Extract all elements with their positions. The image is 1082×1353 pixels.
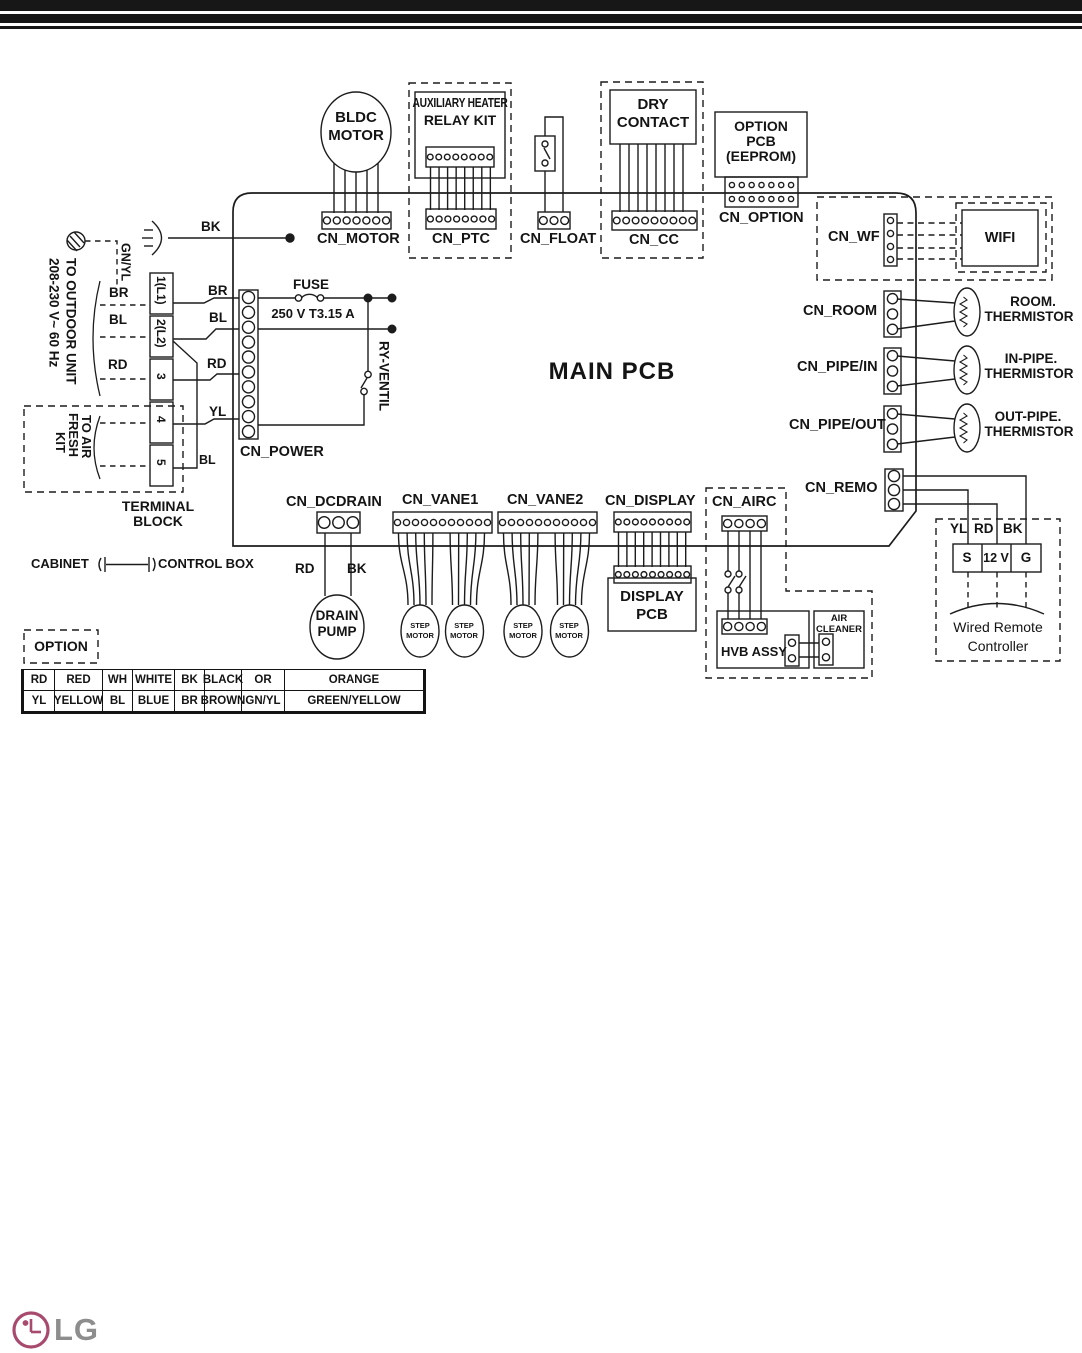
- display-pcb-connector: [614, 566, 691, 583]
- bk-wire: [168, 234, 294, 242]
- cn-pipe-in-label: CN_PIPE/IN: [797, 359, 878, 375]
- chassis-ground-icon: [142, 221, 162, 255]
- terminal-cell-4: 4: [154, 416, 168, 423]
- drain-pump-label-1: DRAIN: [315, 608, 359, 623]
- legend-cell: OR: [241, 670, 284, 690]
- power-wire-rd: RD: [207, 356, 227, 371]
- power-wire-br: BR: [208, 283, 228, 298]
- option-pcb-label-2: PCB: [746, 133, 776, 149]
- air-cleaner-label-1: AIR: [830, 613, 848, 624]
- outdoor-unit-label: TO OUTDOOR UNIT: [63, 258, 79, 385]
- option-connector-frame: [725, 177, 798, 207]
- cn-cc-connector: [612, 211, 697, 230]
- legend-cell: BLUE: [132, 690, 174, 711]
- cn-pipe-in-connector: [884, 348, 901, 394]
- air-fresh-label-3: KIT: [53, 432, 68, 453]
- drain-pump-label-2: PUMP: [317, 624, 357, 639]
- cn-vane1-connector: [393, 512, 492, 533]
- bldc-motor-label-2: MOTOR: [328, 127, 384, 144]
- air-fresh-label-2: FRESH: [66, 413, 81, 458]
- outdoor-wire-br: BR: [109, 285, 129, 300]
- out-pipe-thermistor-label-1: OUT-PIPE.: [994, 409, 1062, 424]
- cn-room-connector: [884, 291, 901, 337]
- air-fresh-brace: [94, 416, 100, 479]
- cn-motor-connector: [322, 212, 391, 229]
- remote-terminal-s: S: [962, 550, 972, 565]
- cn-vane2-label: CN_VANE2: [507, 492, 584, 508]
- cn-display-connector: [614, 512, 691, 532]
- dry-contact-label-1: DRY: [637, 96, 669, 113]
- lg-logo-icon: [14, 1313, 48, 1347]
- drain-pump-symbol: [310, 533, 364, 659]
- step-motor-4-label-2: MOTOR: [555, 631, 583, 640]
- legend-cell: BK: [174, 670, 204, 690]
- drain-wire-bk: BK: [347, 561, 367, 576]
- legend-cell: YL: [24, 690, 54, 711]
- cn-wf-connector: [884, 214, 897, 266]
- legend-cell: YELLOW: [54, 690, 102, 711]
- drain-wire-rd: RD: [295, 561, 315, 576]
- hvb-assy-label: HVB ASSY: [721, 644, 787, 659]
- float-switch-symbol: [535, 117, 563, 212]
- display-pcb-label-1: DISPLAY: [620, 588, 684, 605]
- remote-wire-rd: RD: [974, 521, 994, 536]
- cn-pipe-out-connector: [884, 406, 901, 452]
- air-cleaner-label-2: CLEANER: [816, 624, 862, 635]
- power-wire-bl: BL: [209, 310, 227, 325]
- cn-remo-label: CN_REMO: [805, 480, 878, 496]
- wifi-wires: [897, 223, 962, 259]
- terminal-cell-5: 5: [154, 459, 168, 466]
- option-note-label: OPTION: [34, 638, 88, 654]
- cn-vane2-connector: [498, 512, 597, 533]
- option-pcb-label-3: (EEPROM): [726, 148, 796, 164]
- cn-wf-label: CN_WF: [828, 229, 880, 245]
- option-pcb-label-1: OPTION: [734, 118, 788, 134]
- cn-room-label: CN_ROOM: [803, 303, 878, 319]
- wired-remote-label-2: Controller: [967, 638, 1029, 654]
- remote-wire-yl: YL: [950, 521, 968, 536]
- airc-wires: [725, 531, 819, 657]
- legend-cell: WH: [102, 670, 132, 690]
- cn-ptc-label: CN_PTC: [431, 231, 491, 247]
- terminal-cell-3: 3: [154, 373, 168, 380]
- remote-wire-bk: BK: [1003, 521, 1023, 536]
- hvb-top-connector: [722, 619, 767, 634]
- out-pipe-thermistor-label-2: THERMISTOR: [984, 424, 1074, 439]
- gnyl-wire-label: GN/YL: [118, 243, 133, 282]
- cn-ptc-connector: [426, 209, 496, 229]
- legend-cell: WHITE: [132, 670, 174, 690]
- room-thermistor-label-1: ROOM.: [1010, 294, 1056, 309]
- bldc-motor-label-1: BLDC: [335, 109, 377, 126]
- dry-contact-label-2: CONTACT: [616, 114, 690, 131]
- legend-cell: BLACK: [204, 670, 241, 690]
- wired-remote-label-1: Wired Remote: [953, 619, 1043, 635]
- terminal-cell-1: 1(L1): [154, 276, 168, 305]
- terminal-block-label-2: BLOCK: [133, 513, 183, 529]
- aux-heater-label-2: RELAY KIT: [423, 112, 497, 128]
- step-motor-3-label-2: MOTOR: [509, 631, 537, 640]
- remote-terminal-g: G: [1020, 550, 1032, 565]
- cn-motor-label: CN_MOTOR: [317, 231, 400, 247]
- thermistor-symbols: [897, 288, 980, 452]
- terminal-cell-2: 2(L2): [154, 319, 168, 348]
- legend-cell: GREEN/YELLOW: [284, 690, 423, 711]
- legend-cell: BR: [174, 690, 204, 711]
- legend-cell: GN/YL: [241, 690, 284, 711]
- outdoor-wire-rd: RD: [108, 357, 128, 372]
- legend-cell: RD: [30, 674, 48, 686]
- hvb-right-connector: [785, 635, 799, 666]
- lg-logo-text: LG: [54, 1312, 100, 1347]
- power-wire-bl2: BL: [199, 453, 216, 467]
- legend-cell: BL: [102, 690, 132, 711]
- wifi-label: WIFI: [984, 230, 1016, 246]
- fuse-label: FUSE: [292, 277, 330, 292]
- in-pipe-thermistor-label-1: IN-PIPE.: [1004, 351, 1058, 366]
- cn-option-pins-row1: [729, 182, 793, 187]
- wire-color-legend: [21, 669, 426, 714]
- step-motor-1-label-1: STEP: [410, 621, 430, 630]
- cn-float-label: CN_FLOAT: [520, 231, 597, 247]
- air-cleaner-connector: [819, 634, 833, 665]
- cabinet-separator-icon: [99, 557, 155, 572]
- room-thermistor-label-2: THERMISTOR: [984, 309, 1074, 324]
- cn-option-pins-row2: [729, 196, 793, 201]
- cn-airc-connector: [722, 516, 767, 531]
- cn-dcdrain-connector: [317, 512, 360, 533]
- aux-heater-label-1: AUXILIARY HEATER: [412, 96, 508, 110]
- relay-kit-strip-connector: [426, 147, 494, 167]
- display-pcb-label-2: PCB: [636, 606, 668, 623]
- cn-pipe-out-label: CN_PIPE/OUT: [789, 417, 886, 433]
- cn-dcdrain-label: CN_DCDRAIN: [286, 494, 382, 510]
- fuse-rating-label: 250 V T3.15 A: [271, 306, 355, 321]
- step-motor-2-label-1: STEP: [454, 621, 474, 630]
- remote-terminal-12v: 12 V: [983, 551, 1009, 565]
- step-motor-1-label-2: MOTOR: [406, 631, 434, 640]
- step-motor-2-label-2: MOTOR: [450, 631, 478, 640]
- cn-remo-connector: [885, 469, 903, 511]
- ry-ventil-label: RY-VENTIL: [376, 341, 392, 412]
- air-fresh-label-1: TO AIR: [79, 415, 94, 459]
- legend-cell: BROWN: [204, 690, 241, 711]
- outdoor-wire-bl: BL: [109, 312, 127, 327]
- main-pcb-title: MAIN PCB: [548, 358, 676, 385]
- cn-display-label: CN_DISPLAY: [605, 493, 696, 509]
- cn-power-connector: [239, 290, 258, 439]
- cn-cc-label: CN_CC: [629, 232, 679, 248]
- bk-wire-label: BK: [201, 219, 221, 234]
- step-motor-4-label-1: STEP: [559, 621, 579, 630]
- in-pipe-thermistor-label-2: THERMISTOR: [984, 366, 1074, 381]
- cn-float-connector: [538, 212, 570, 229]
- cabinet-label: CABINET: [31, 556, 89, 571]
- control-box-label: CONTROL BOX: [158, 556, 254, 571]
- step-motor-3-label-1: STEP: [513, 621, 533, 630]
- outdoor-voltage-label: 208-230 V~ 60 Hz: [46, 258, 62, 368]
- legend-cell: ORANGE: [284, 670, 423, 690]
- earth-ground-icon: [67, 232, 85, 251]
- cn-airc-label: CN_AIRC: [712, 494, 777, 510]
- cn-vane1-label: CN_VANE1: [402, 492, 479, 508]
- outdoor-unit-wires: [85, 241, 150, 466]
- legend-cell: RED: [54, 670, 102, 690]
- power-wire-yl: YL: [209, 404, 227, 419]
- cn-option-label: CN_OPTION: [719, 210, 804, 226]
- outdoor-brace: [93, 281, 100, 396]
- cn-power-label: CN_POWER: [240, 444, 324, 460]
- terminal-block-label-1: TERMINAL: [121, 498, 195, 514]
